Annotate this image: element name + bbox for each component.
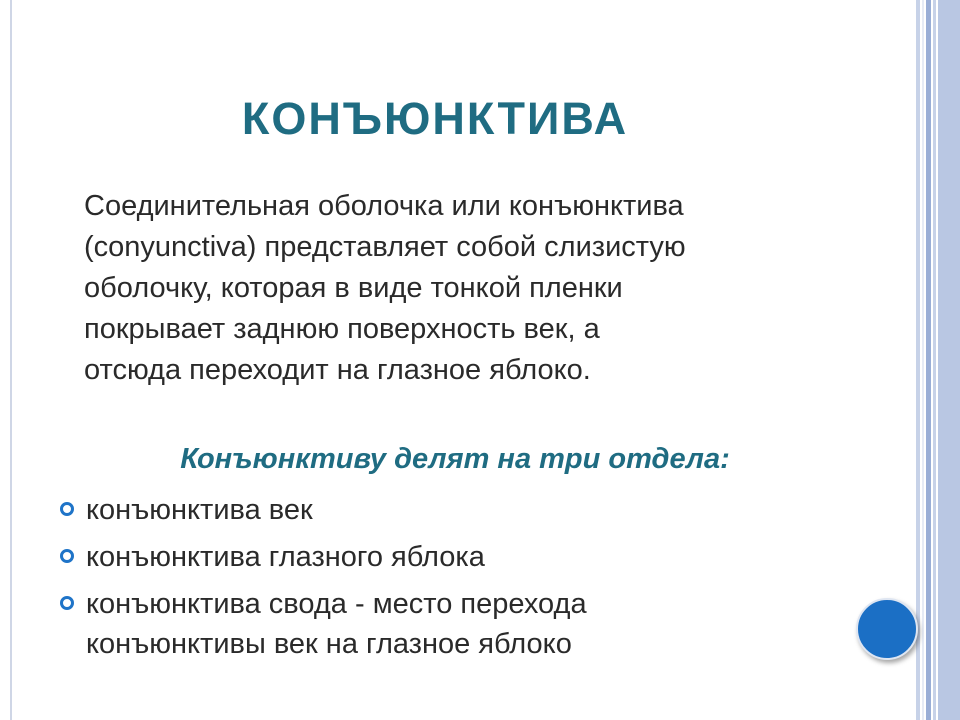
stripe (922, 0, 924, 720)
stripe (926, 0, 931, 720)
list-item (60, 584, 820, 664)
bullet-text: конъюнктива глазного яблока (86, 541, 485, 573)
body-paragraph: Соединительная оболочка или конъюнктива (conyunctiva) представляет собой слизистую оболочку, которая в виде тонкой пленки покрывает заднюю поверхность век, а отсюда переходит на глазное яблоко. (84, 190, 686, 386)
circle-outline-icon (60, 502, 74, 516)
circle-outline-icon (60, 596, 74, 610)
stripe (916, 0, 920, 720)
section-subheading: Конъюнктиву делят на три отдела: (180, 443, 730, 475)
list-item (60, 490, 820, 530)
bullet-text: конъюнктива свода - место перехода конъюнктивы век на глазное яблоко (86, 588, 587, 660)
slide-title: КОНЪЮНКТИВА (241, 93, 629, 144)
right-decorative-stripes (916, 0, 960, 720)
stripe (933, 0, 936, 720)
filled-circle-icon (856, 598, 918, 660)
circle-outline-icon (60, 549, 74, 563)
list-item (60, 537, 820, 577)
bullet-text: конъюнктива век (86, 494, 313, 526)
bullet-list (60, 490, 820, 671)
stripe (938, 0, 960, 720)
